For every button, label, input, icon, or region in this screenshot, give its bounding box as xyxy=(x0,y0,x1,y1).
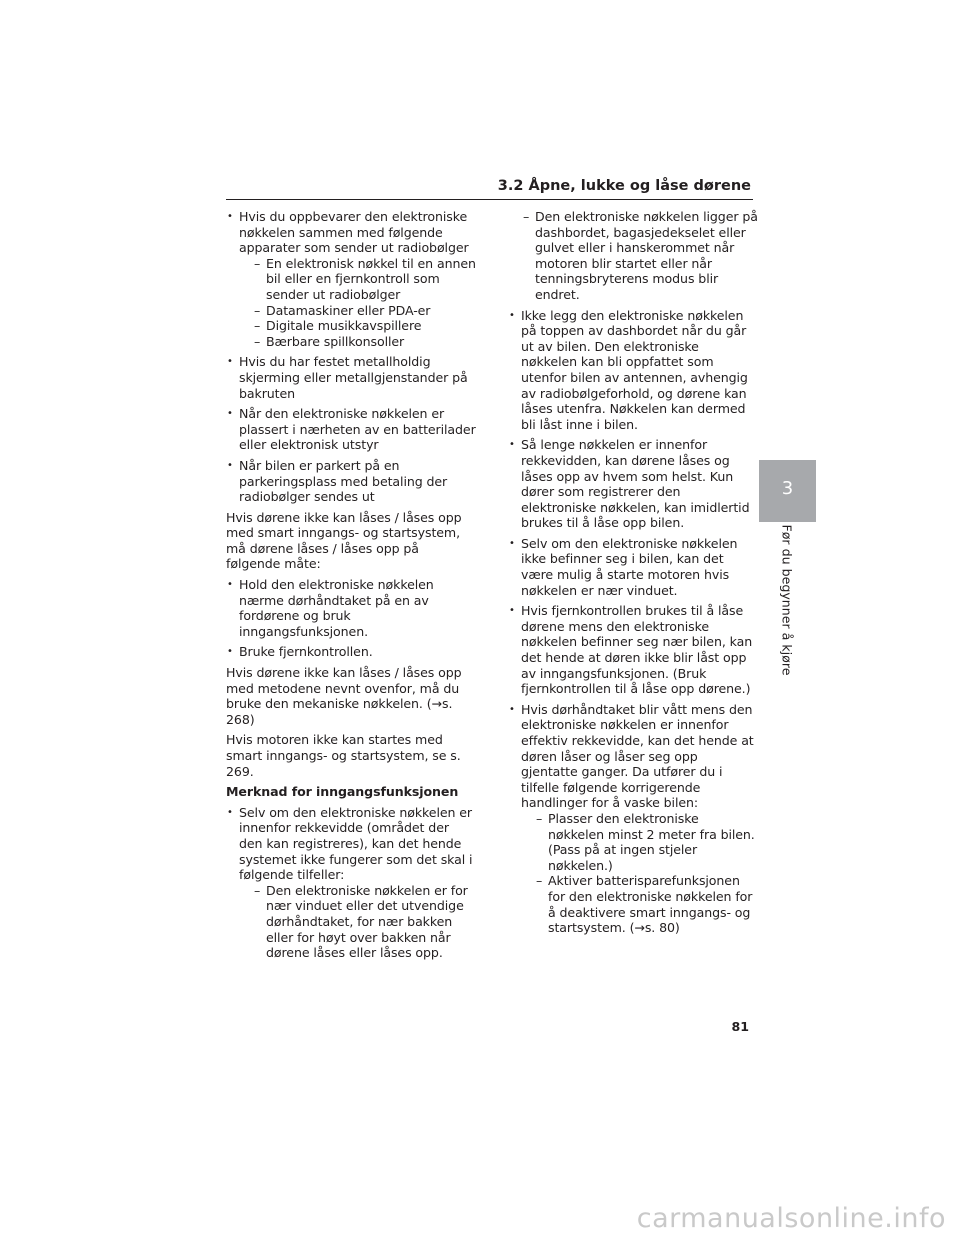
right-column xyxy=(508,209,758,941)
header-divider xyxy=(226,199,753,200)
list-item: • Så lenge nøkkelen er innenfor rekkevidden, kan dørene låses og låses opp av hvem som helst. Kun dører som registrerer den elektroniske nøkkelen, kan imidlertid brukes til å låse opp bilen. xyxy=(508,437,758,531)
section-title: 3.2 Åpne, lukke og låse dørene xyxy=(497,178,751,194)
list-item: • Bruke fjernkontrollen. xyxy=(226,644,476,660)
list-item: • Hvis fjernkontrollen brukes til å låse dørene mens den elektroniske nøkkelen befinner seg nær bilen, kan det hende at døren ikke blir låst opp av inngangsfunksjonen. (Bruk fjernkontrollen til å låse opp dørene.) xyxy=(508,603,758,697)
paragraph: Hvis dørene ikke kan låses / låses opp med metodene nevnt ovenfor, må du bruke den mekaniske nøkkelen. (→s. 268) xyxy=(226,665,462,727)
paragraph: Hvis motoren ikke kan startes med smart inngangs- og startsystem, se s. 269. xyxy=(226,732,461,779)
sub-item: – Plasser den elektroniske nøkkelen minst 2 meter fra bilen. (Pass på at ingen stjeler nøkkelen.) xyxy=(521,811,758,873)
bullet-text: • Selv om den elektroniske nøkkelen er innenfor rekkevidde (området der den kan registreres), kan det hende systemet ikke fungerer som det skal i følgende tilfeller: xyxy=(239,804,473,883)
bullet-text: • Hvis dørhåndtaket blir vått mens den elektroniske nøkkelen er innenfor effektiv rekkevidde, kan det hende at døren låser og låser seg opp gjentatte ganger. Da utfører du i tilfelle følgende korrigerende handlinger for å vaske bilen: xyxy=(521,701,754,811)
list-item xyxy=(226,805,476,961)
sub-item: – Den elektroniske nøkkelen er for nær vinduet eller det utvendige dørhåndtaket, for nær bakken eller for høyt over bakken når dørene låses eller låses opp. xyxy=(239,883,476,961)
chapter-tab[interactable] xyxy=(759,460,816,522)
subheading: Merknad for inngangsfunksjonen xyxy=(226,784,459,800)
page-number: 81 xyxy=(731,1019,749,1034)
list-item xyxy=(508,702,758,936)
list-item: • Når den elektroniske nøkkelen er plassert i nærheten av en batterilader eller elektronisk utstyr xyxy=(226,406,476,453)
list-item: • Hold den elektroniske nøkkelen nærme dørhåndtaket på en av fordørene og bruk inngangsfunksjonen. xyxy=(226,577,476,639)
sub-item: – Datamaskiner eller PDA-er xyxy=(239,303,476,319)
chapter-label: Før du begynner å kjøre xyxy=(779,524,795,676)
list-item: • Ikke legg den elektroniske nøkkelen på toppen av dashbordet når du går ut av bilen. Den elektroniske nøkkelen kan bli oppfattet som utenfor bilen av antennen, avhengig av radiobølgeforhold, og dørene kan låses utenfra. Nøkkelen kan dermed bli låst inne i bilen. xyxy=(508,308,758,433)
paragraph: Hvis dørene ikke kan låses / låses opp med smart inngangs- og startsystem, må dørene låses / låses opp på følgende måte: xyxy=(226,509,462,572)
watermark: carmanualsonline.info xyxy=(636,1203,946,1234)
bullet-text: • Hvis du oppbevarer den elektroniske nøkkelen sammen med følgende apparater som sender ut radiobølger xyxy=(239,209,469,256)
list-item: • Når bilen er parkert på en parkeringsplass med betaling der radiobølger sendes ut xyxy=(226,458,476,505)
sub-item: – Bærbare spillkonsoller xyxy=(239,334,476,350)
sub-item: – Den elektroniske nøkkelen ligger på dashbordet, bagasjedekselet eller gulvet eller i hanskerommet når motoren blir startet eller når tenningsbryterens modus blir endret. xyxy=(508,209,758,303)
list-item: • Selv om den elektroniske nøkkelen ikke befinner seg i bilen, kan det være mulig å starte motoren hvis nøkkelen er nær vinduet. xyxy=(508,536,758,598)
list-item xyxy=(226,209,476,349)
sub-item: – En elektronisk nøkkel til en annen bil eller en fjernkontroll som sender ut radiobølger xyxy=(239,256,476,303)
left-column xyxy=(226,209,476,966)
list-item: • Hvis du har festet metallholdig skjerming eller metallgjenstander på bakruten xyxy=(226,354,476,401)
chapter-number: 3 xyxy=(781,478,794,499)
sub-item: – Digitale musikkavspillere xyxy=(239,318,476,334)
sub-item: – Aktiver batterisparefunksjonen for den elektroniske nøkkelen for å deaktivere smart inngangs- og startsystem. (→s. 80) xyxy=(521,873,758,935)
